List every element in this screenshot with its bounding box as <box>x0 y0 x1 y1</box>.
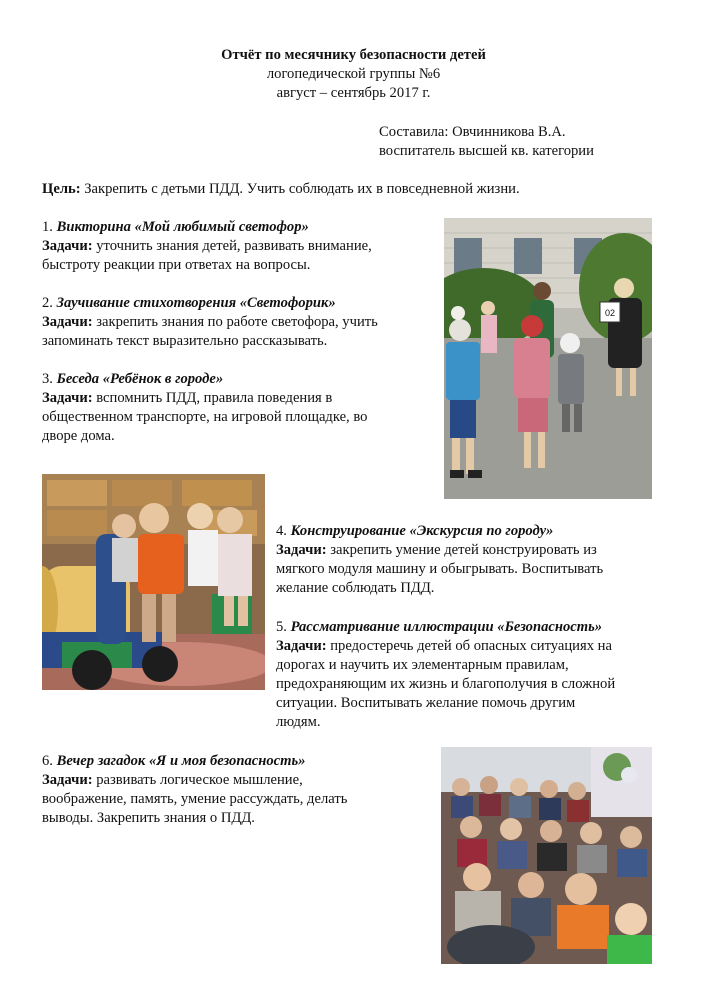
section-3-heading: 3. Беседа «Ребёнок в городе» <box>42 371 224 387</box>
photo-construction <box>42 474 265 690</box>
section-2-task: Задачи: закрепить знания по работе светофора, учить <box>42 314 378 330</box>
section-6-text: воображение, память, умение рассуждать, делать <box>42 791 348 807</box>
section-3-task: Задачи: вспомнить ПДД, правила поведения в <box>42 390 333 406</box>
section-6-task: Задачи: развивать логическое мышление, <box>42 772 303 788</box>
section-1-text: быстроту реакции при ответах на вопросы. <box>42 257 311 273</box>
section-5-task: Задачи: предостеречь детей об опасных ситуациях на <box>276 638 612 654</box>
goal-line <box>42 180 520 199</box>
author-position: воспитатель высшей кв. категории <box>379 143 594 159</box>
section-5-text: предохраняющим их жизнь и благополучия в сложной <box>276 676 616 692</box>
section-5-text: ситуации. Воспитывать желание помочь другим <box>276 695 576 711</box>
section-4-task: Задачи: закрепить умение детей конструировать из <box>276 542 597 558</box>
section-3-text: дворе дома. <box>42 428 115 444</box>
section-6-text: выводы. Закрепить знания о ПДД. <box>42 810 255 826</box>
goal-label: Цель: <box>42 181 81 197</box>
photo-sign-number: 02 <box>604 308 616 318</box>
author-name: Составила: Овчинникова В.А. <box>379 124 566 140</box>
section-5-text: дорогах и научить их элементарным правилам, <box>276 657 569 673</box>
section-4-text: мягкого модуля машину и обыгрывать. Воспитывать <box>276 561 604 577</box>
section-3-text: общественном транспорте, на игровой площадке, во <box>42 409 368 425</box>
photo-riddles-evening <box>441 747 652 964</box>
goal-text: Закрепить с детьми ПДД. Учить соблюдать их в повседневной жизни. <box>80 181 520 197</box>
section-2-heading: 2. Заучивание стихотворения «Светофорик» <box>42 295 336 311</box>
section-5-text: людям. <box>276 714 321 730</box>
report-period: август – сентябрь 2017 г. <box>276 85 431 101</box>
page-subtitle: логопедической группы №6 <box>266 66 441 82</box>
section-6-heading: 6. Вечер загадок «Я и моя безопасность» <box>42 753 306 769</box>
section-2-text: запоминать текст выразительно рассказывать. <box>42 333 328 349</box>
page-title: Отчёт по месячнику безопасности детей <box>221 47 486 63</box>
section-1-heading: 1. Викторина «Мой любимый светофор» <box>42 219 309 235</box>
section-5-heading: 5. Рассматривание иллюстрации «Безопасность» <box>276 619 603 635</box>
section-4-text: желание соблюдать ПДД. <box>276 580 435 596</box>
section-1-task: Задачи: уточнить знания детей, развивать внимание, <box>42 238 372 254</box>
photo-outdoor-quiz <box>444 218 652 499</box>
section-4-heading: 4. Конструирование «Экскурсия по городу» <box>276 523 554 539</box>
